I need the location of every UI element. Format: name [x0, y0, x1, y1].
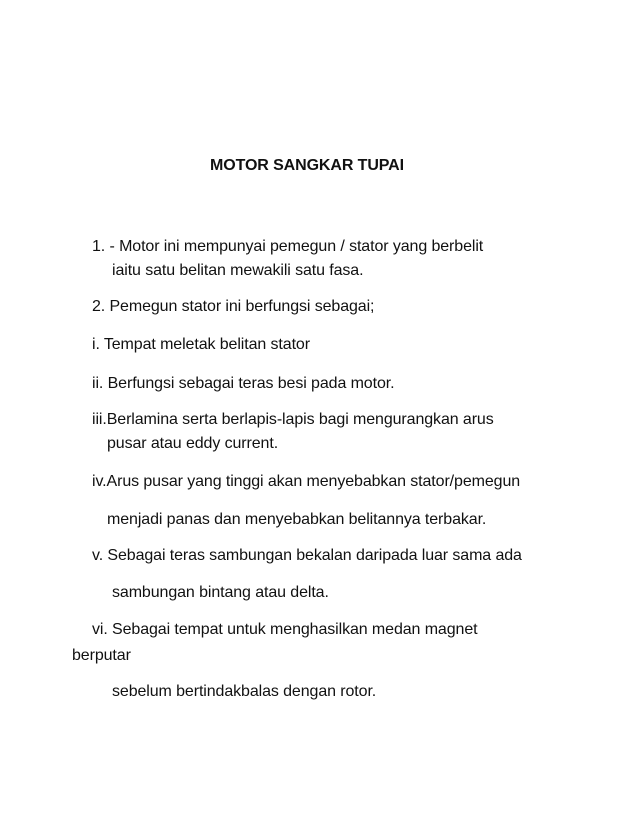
paragraph-line: vi. Sebagai tempat untuk menghasilkan medan magnet [92, 621, 478, 638]
paragraph-line: pusar atau eddy current. [107, 435, 279, 452]
paragraph-line: berputar [72, 647, 131, 664]
paragraph-line: 1. - Motor ini mempunyai pemegun / stator yang berbelit [92, 238, 484, 255]
paragraph-line: iaitu satu belitan mewakili satu fasa. [112, 262, 364, 279]
paragraph-line: 2. Pemegun stator ini berfungsi sebagai; [92, 298, 375, 315]
paragraph-line: iv.Arus pusar yang tinggi akan menyebabkan stator/pemegun [92, 473, 521, 490]
paragraph-line: menjadi panas dan menyebabkan belitannya terbakar. [107, 511, 487, 528]
paragraph-line: sambungan bintang atau delta. [112, 584, 329, 601]
document-title: MOTOR SANGKAR TUPAI [210, 157, 404, 174]
paragraph-line: i. Tempat meletak belitan stator [92, 336, 310, 353]
paragraph-line: ii. Berfungsi sebagai teras besi pada motor. [92, 375, 395, 392]
paragraph-line: v. Sebagai teras sambungan bekalan daripada luar sama ada [92, 547, 522, 564]
paragraph-line: sebelum bertindakbalas dengan rotor. [112, 683, 377, 700]
paragraph-line: iii.Berlamina serta berlapis-lapis bagi mengurangkan arus [92, 411, 494, 428]
